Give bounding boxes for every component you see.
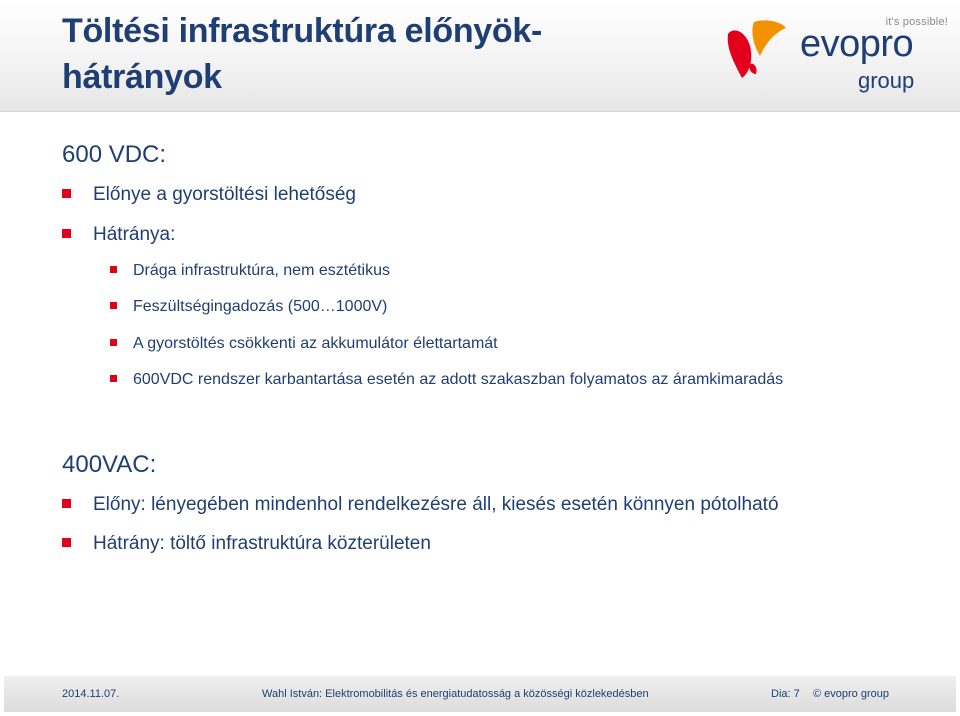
bullet-square-icon xyxy=(62,229,71,238)
section-heading-600vdc: 600 VDC: xyxy=(62,141,167,168)
footer-presentation-title: Wahl István: Elektromobilitás és energiatudatosság a közösségi közlekedésben xyxy=(262,688,649,700)
list-item-text: Hátránya: xyxy=(93,224,176,245)
list-item xyxy=(62,223,175,247)
sub-list-item-text: A gyorstöltés csökkenti az akkumulátor élettartamát xyxy=(133,335,498,352)
sub-list-item xyxy=(110,296,387,318)
logo-tagline: it's possible! xyxy=(885,16,948,28)
list-item-text: Előny: lényegében mindenhol rendelkezésre áll, kiesés esetén könnyen pótolható xyxy=(93,494,779,515)
slide-title: Töltési infrastruktúra előnyök-hátrányok xyxy=(62,12,543,96)
footer-date: 2014.11.07. xyxy=(62,688,120,700)
sub-list-item xyxy=(110,333,498,355)
logo-brand-group: group xyxy=(858,68,915,93)
sub-list-item-text: Drága infrastruktúra, nem esztétikus xyxy=(133,262,390,279)
bullet-square-icon xyxy=(110,339,117,346)
list-item xyxy=(62,532,431,556)
bullet-square-icon xyxy=(110,375,117,382)
logo-brand-name: evopro xyxy=(800,23,914,65)
list-item-text: Hátrány: töltő infrastruktúra közterületen xyxy=(93,533,431,554)
list-item-text: Előnye a gyorstöltési lehetőség xyxy=(93,184,356,205)
bullet-square-icon xyxy=(110,266,117,273)
sub-list-item-text: 600VDC rendszer karbantartása esetén az adott szakaszban folyamatos az áramkimaradás xyxy=(133,371,784,388)
slide-header xyxy=(0,0,960,112)
list-item xyxy=(62,183,356,207)
sub-list-item xyxy=(110,260,390,282)
sub-list-item xyxy=(110,369,783,391)
footer-copyright: © evopro group xyxy=(813,688,889,700)
bullet-square-icon xyxy=(110,302,117,309)
bullet-square-icon xyxy=(62,499,71,508)
bullet-square-icon xyxy=(62,189,71,198)
footer-slide-number: Dia: 7 xyxy=(771,688,800,700)
section-heading-400vac: 400VAC: xyxy=(62,451,157,478)
sub-list-item-text: Feszültségingadozás (500…1000V) xyxy=(133,298,388,315)
bullet-square-icon xyxy=(62,538,71,547)
slide-footer xyxy=(4,676,956,712)
list-item xyxy=(62,493,779,517)
